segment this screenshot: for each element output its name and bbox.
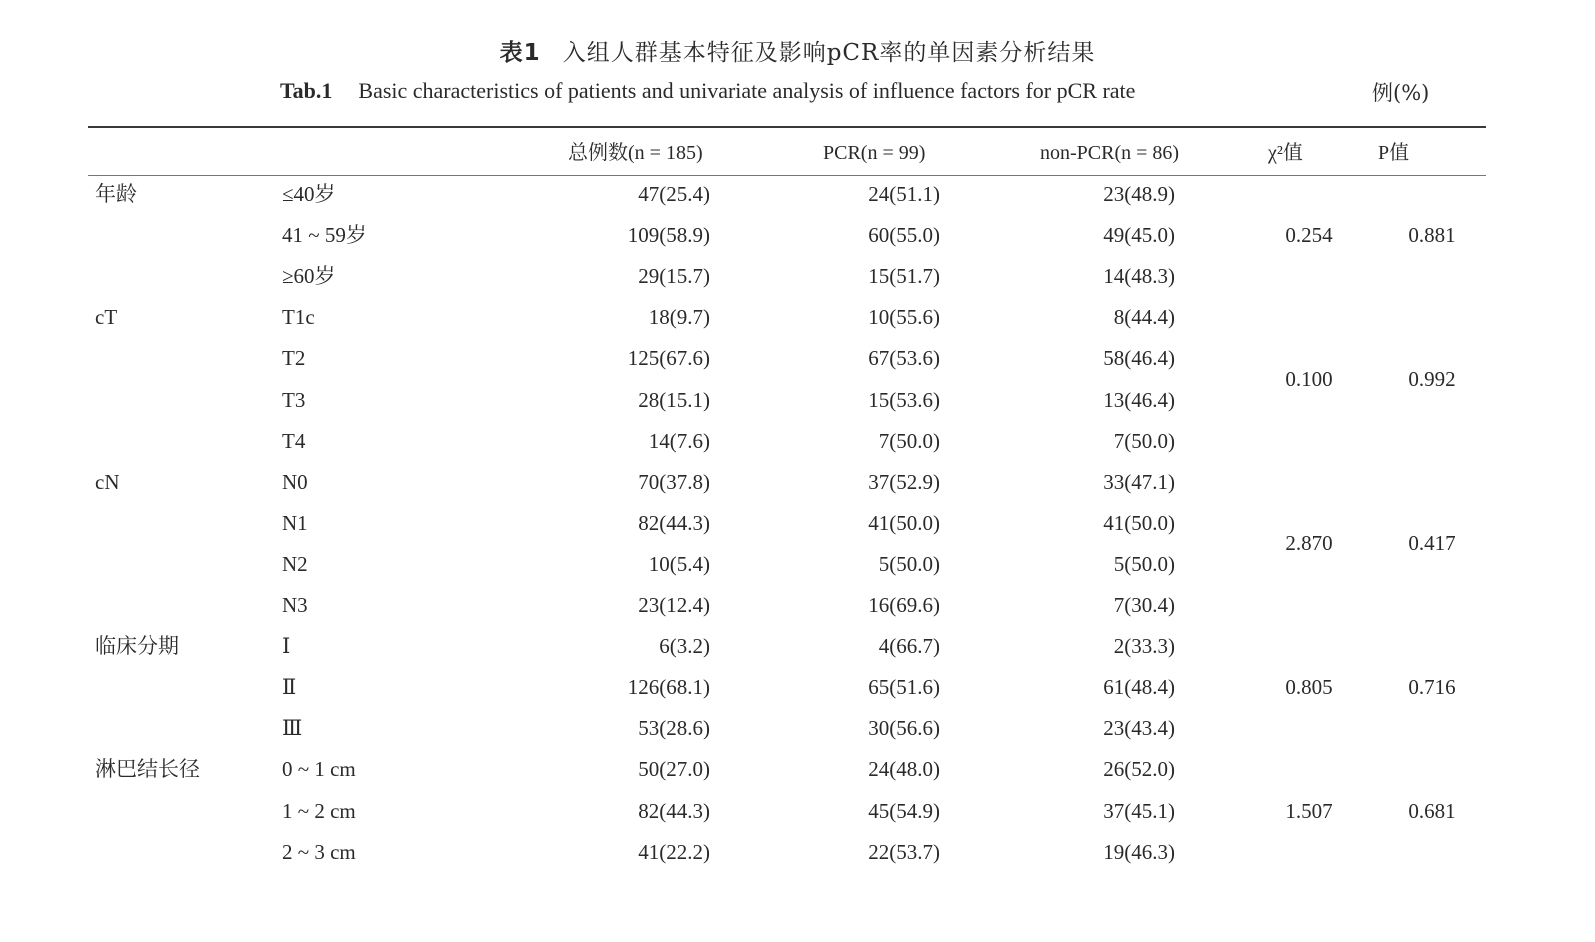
group-label: 年龄 xyxy=(95,182,137,206)
row-label: 2 ~ 3 cm xyxy=(282,839,356,864)
cell-pcr: 5(50.0) xyxy=(878,551,940,576)
cell-pcr: 65(51.6) xyxy=(868,675,940,700)
cell-non-pcr: 33(47.1) xyxy=(1103,469,1175,494)
cell-non-pcr: 58(46.4) xyxy=(1103,346,1175,371)
cell-total: 29(15.7) xyxy=(638,264,710,289)
header-rule xyxy=(88,175,1486,176)
group-label: cN xyxy=(95,469,120,494)
cell-total: 18(9.7) xyxy=(648,305,710,330)
table-number-en: Tab.1 xyxy=(280,78,333,103)
row-label: Ⅰ xyxy=(282,634,291,659)
header-pcr: PCR(n = 99) xyxy=(823,142,926,164)
row-label: T1c xyxy=(282,305,315,330)
cell-non-pcr: 7(50.0) xyxy=(1113,428,1175,453)
cell-total: 23(12.4) xyxy=(638,593,710,617)
cell-non-pcr: 8(44.4) xyxy=(1113,305,1175,330)
cell-total: 47(25.4) xyxy=(638,182,710,206)
cell-total: 70(37.8) xyxy=(638,469,710,494)
row-label: N3 xyxy=(282,593,308,617)
header-total: 总例数(n = 185) xyxy=(568,142,703,164)
cell-p-value: 0.417 xyxy=(1408,531,1456,556)
cell-non-pcr: 13(46.4) xyxy=(1103,387,1175,412)
cell-pcr: 24(51.1) xyxy=(868,182,940,206)
cell-non-pcr: 37(45.1) xyxy=(1103,798,1175,823)
cell-pcr: 60(55.0) xyxy=(868,223,940,248)
cell-chi2: 0.100 xyxy=(1285,366,1333,391)
row-label: ≤40岁 xyxy=(282,182,336,206)
row-label: N1 xyxy=(282,510,308,535)
table-title-cn-text: 入组人群基本特征及影响pCR率的单因素分析结果 xyxy=(562,40,1096,66)
header-chi2: χ²值 xyxy=(1268,142,1303,164)
cell-non-pcr: 5(50.0) xyxy=(1113,551,1175,576)
cell-pcr: 45(54.9) xyxy=(868,798,940,823)
cell-pcr: 15(51.7) xyxy=(868,264,940,289)
group-label: 临床分期 xyxy=(95,634,179,659)
group-label: cT xyxy=(95,305,118,330)
cell-non-pcr: 2(33.3) xyxy=(1113,634,1175,659)
table-title-en-text: Basic characteristics of patients and univariate analysis of influence factors for pCR rate xyxy=(358,78,1136,103)
cell-total: 14(7.6) xyxy=(648,428,710,453)
cell-total: 125(67.6) xyxy=(627,346,710,371)
row-label: N2 xyxy=(282,551,308,576)
cell-chi2: 0.805 xyxy=(1285,675,1333,700)
cell-pcr: 15(53.6) xyxy=(868,387,940,412)
group-label: 淋巴结长径 xyxy=(95,757,200,782)
cell-p-value: 0.716 xyxy=(1408,675,1456,700)
cell-non-pcr: 19(46.3) xyxy=(1103,839,1175,864)
cell-pcr: 37(52.9) xyxy=(868,469,940,494)
cell-p-value: 0.681 xyxy=(1408,798,1456,823)
row-label: 41 ~ 59岁 xyxy=(282,223,367,248)
cell-non-pcr: 7(30.4) xyxy=(1113,593,1175,617)
row-label: 1 ~ 2 cm xyxy=(282,798,356,823)
cell-non-pcr: 26(52.0) xyxy=(1103,757,1175,782)
cell-total: 6(3.2) xyxy=(659,634,710,659)
row-label: T3 xyxy=(282,387,306,412)
cell-pcr: 41(50.0) xyxy=(868,510,940,535)
cell-pcr: 30(56.6) xyxy=(868,716,940,741)
row-label: T4 xyxy=(282,428,306,453)
row-label: ≥60岁 xyxy=(282,264,336,289)
cell-total: 126(68.1) xyxy=(627,675,710,700)
cell-total: 82(44.3) xyxy=(638,798,710,823)
cell-pcr: 22(53.7) xyxy=(868,839,940,864)
table-title-english xyxy=(280,78,1135,104)
cell-non-pcr: 23(43.4) xyxy=(1103,716,1175,741)
row-label: Ⅲ xyxy=(282,716,303,741)
cell-non-pcr: 61(48.4) xyxy=(1103,675,1175,700)
table-title-chinese xyxy=(0,34,1595,67)
row-label: Ⅱ xyxy=(282,675,297,700)
cell-chi2: 0.254 xyxy=(1285,223,1333,248)
row-label: N0 xyxy=(282,469,308,494)
cell-chi2: 1.507 xyxy=(1285,798,1333,823)
cell-pcr: 4(66.7) xyxy=(878,634,940,659)
cell-total: 28(15.1) xyxy=(638,387,710,412)
cell-total: 82(44.3) xyxy=(638,510,710,535)
cell-p-value: 0.881 xyxy=(1408,223,1456,248)
cell-pcr: 10(55.6) xyxy=(868,305,940,330)
cell-pcr: 7(50.0) xyxy=(878,428,940,453)
cell-non-pcr: 49(45.0) xyxy=(1103,223,1175,248)
cell-non-pcr: 41(50.0) xyxy=(1103,510,1175,535)
cell-pcr: 24(48.0) xyxy=(868,757,940,782)
cell-non-pcr: 14(48.3) xyxy=(1103,264,1175,289)
cell-total: 10(5.4) xyxy=(648,551,710,576)
cell-pcr: 16(69.6) xyxy=(868,593,940,617)
header-p-value: P值 xyxy=(1378,142,1410,164)
cell-total: 109(58.9) xyxy=(627,223,710,248)
row-label: T2 xyxy=(282,346,306,371)
cell-non-pcr: 23(48.9) xyxy=(1103,182,1175,206)
row-label: 0 ~ 1 cm xyxy=(282,757,356,782)
top-rule xyxy=(88,126,1486,128)
header-non-pcr: non-PCR(n = 86) xyxy=(1040,142,1180,164)
cell-pcr: 67(53.6) xyxy=(868,346,940,371)
cell-p-value: 0.992 xyxy=(1408,366,1456,391)
table-unit: 例(%) xyxy=(1372,81,1430,105)
cell-total: 50(27.0) xyxy=(638,757,710,782)
table-number-cn: 表1 xyxy=(499,40,541,66)
cell-total: 41(22.2) xyxy=(638,839,710,864)
cell-chi2: 2.870 xyxy=(1285,531,1333,556)
cell-total: 53(28.6) xyxy=(638,716,710,741)
